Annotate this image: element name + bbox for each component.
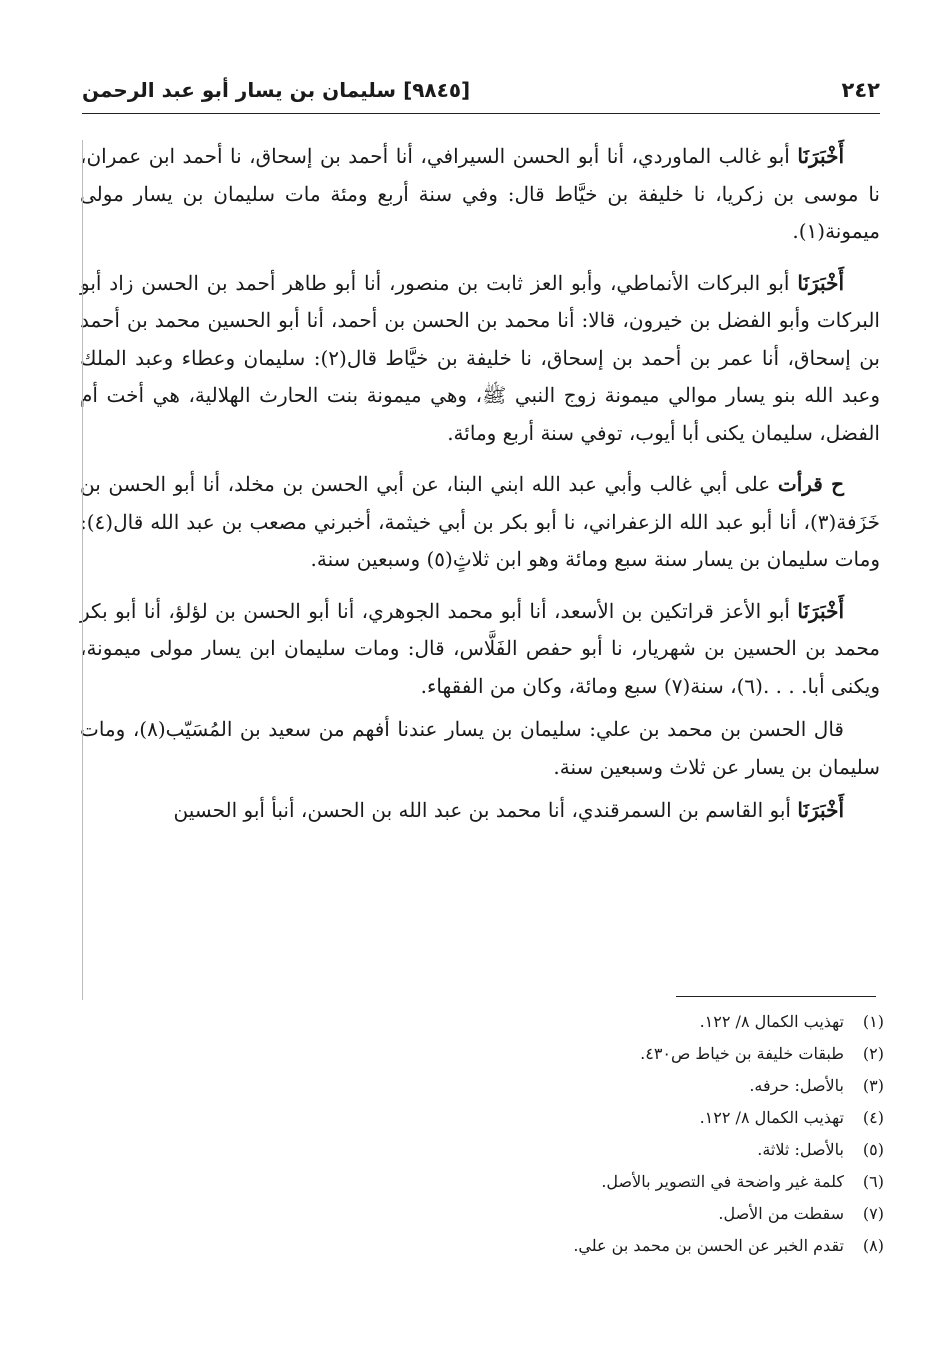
footnote-number: (٢) — [862, 1044, 884, 1063]
footnote-number: (٦) — [862, 1172, 884, 1191]
footnote — [384, 1102, 884, 1134]
paragraph-text: قال الحسن بن محمد بن علي: سليمان بن يسار عندنا أفهم من سعيد بن المُسَيّب(٨)، ومات سليمان بن يسار عن ثلاث وسبعين سنة. — [80, 717, 880, 779]
main-text — [80, 138, 880, 844]
footnote-text: طبقات خليفة بن خياط ص٤٣٠. — [640, 1044, 844, 1063]
paragraph-lead: أَخْبَرَنَا — [797, 598, 844, 623]
paragraph-lead: ح قرأت — [777, 472, 844, 496]
footnote-text: كلمة غير واضحة في التصوير بالأصل. — [601, 1172, 844, 1191]
paragraph-text: أبو البركات الأنماطي، وأبو العز ثابت بن منصور، أنا أبو طاهر أحمد بن الحسن زاد أبو البركات وأبو الفضل بن خيرون، قالا: أنا محمد بن الحسن بن أحمد، أنا أبو الحسين محمد بن أحمد بن إسحاق، أنا عمر بن أحمد بن إسحاق، نا خليفة بن خيَّاط قال(٢): سليمان وعطاء وعبد الملك وعبد الله بنو يسار موالي ميمونة زوج النبي ﷺ، وهي ميمونة بنت الحارث الهلالية، هي أخت أم الفضل، سليمان يكنى أبا أيوب، توفي سنة أربع ومائة. — [80, 270, 880, 445]
paragraph-lead: أَخْبَرَنَا — [797, 270, 844, 295]
paragraph — [80, 265, 880, 453]
paragraph — [80, 711, 880, 786]
page-header — [82, 70, 880, 112]
paragraph-lead: أَخْبَرَنَا — [797, 798, 844, 822]
footnote-number: (٥) — [862, 1140, 884, 1159]
paragraph-text: أبو القاسم بن السمرقندي، أنا محمد بن عبد الله بن الحسن، أنبأ أبو الحسين — [173, 798, 798, 822]
footnote-number: (٣) — [862, 1076, 884, 1095]
paragraph-text: على أبي غالب وأبي عبد الله ابني البنا، عن أبي الحسن بن مخلد، أنا أبو الحسن بن خَزَفة(٣)، أنا أبو عبد الله الزعفراني، نا أبو بكر بن أبي خيثمة، أخبرني مصعب بن عبد الله قال(٤): ومات سليمان بن يسار سنة سبع ومائة وهو ابن ثلاثٍ(٥) وسبعين سنة. — [80, 472, 880, 571]
footnote-text: تهذيب الكمال ٨/ ١٢٢. — [699, 1108, 844, 1127]
footnote-text: سقطت من الأصل. — [718, 1204, 844, 1223]
footnote — [384, 1230, 884, 1262]
footnotes — [384, 1006, 884, 1262]
paragraph-text: أبو غالب الماوردي، أنا أبو الحسن السيرافي، أنا أحمد بن إسحاق، نا أحمد ابن عمران، نا موسى بن زكريا، نا خليفة بن خيَّاط قال: وفي سنة أربع ومئة مات سليمان بن يسار مولى ميمونة(١). — [80, 144, 880, 243]
running-head: [٩٨٤٥] سليمان بن يسار أبو عبد الرحمن — [82, 78, 471, 102]
paragraph — [80, 138, 880, 251]
paragraph — [80, 593, 880, 706]
page-number: ٢٤٢ — [841, 78, 880, 102]
footnote — [384, 1166, 884, 1198]
footnote — [384, 1134, 884, 1166]
footnote — [384, 1006, 884, 1038]
footnote-number: (١) — [862, 1012, 884, 1031]
header-rule — [82, 113, 880, 114]
footnote-text: بالأصل: ثلاثة. — [757, 1140, 844, 1159]
footnote-text: تقدم الخبر عن الحسن بن محمد بن علي. — [573, 1236, 844, 1255]
paragraph-lead: أَخْبَرَنَا — [797, 144, 844, 168]
footnote-number: (٧) — [862, 1204, 884, 1223]
footnote-rule — [676, 996, 876, 997]
footnote-text: تهذيب الكمال ٨/ ١٢٢. — [699, 1012, 844, 1031]
footnote — [384, 1198, 884, 1230]
footnote — [384, 1038, 884, 1070]
paragraph — [80, 466, 880, 579]
footnote-text: بالأصل: حرفه. — [749, 1076, 844, 1095]
scan-margin-line — [82, 140, 83, 1000]
footnote — [384, 1070, 884, 1102]
paragraph-text: أبو الأعز قراتكين بن الأسعد، أنا أبو محمد الجوهري، أنا أبو الحسن بن لؤلؤ، أنا أبو بكر محمد بن الحسين بن شهريار، نا أبو حفص الفَلَّاس، قال: ومات سليمان ابن يسار مولى ميمونة، ويكنى أبا. . . .(٦)، سنة(٧) سبع ومائة، وكان من الفقهاء. — [80, 598, 880, 698]
footnote-number: (٤) — [862, 1108, 884, 1127]
footnote-number: (٨) — [862, 1236, 884, 1255]
paragraph — [80, 792, 880, 830]
